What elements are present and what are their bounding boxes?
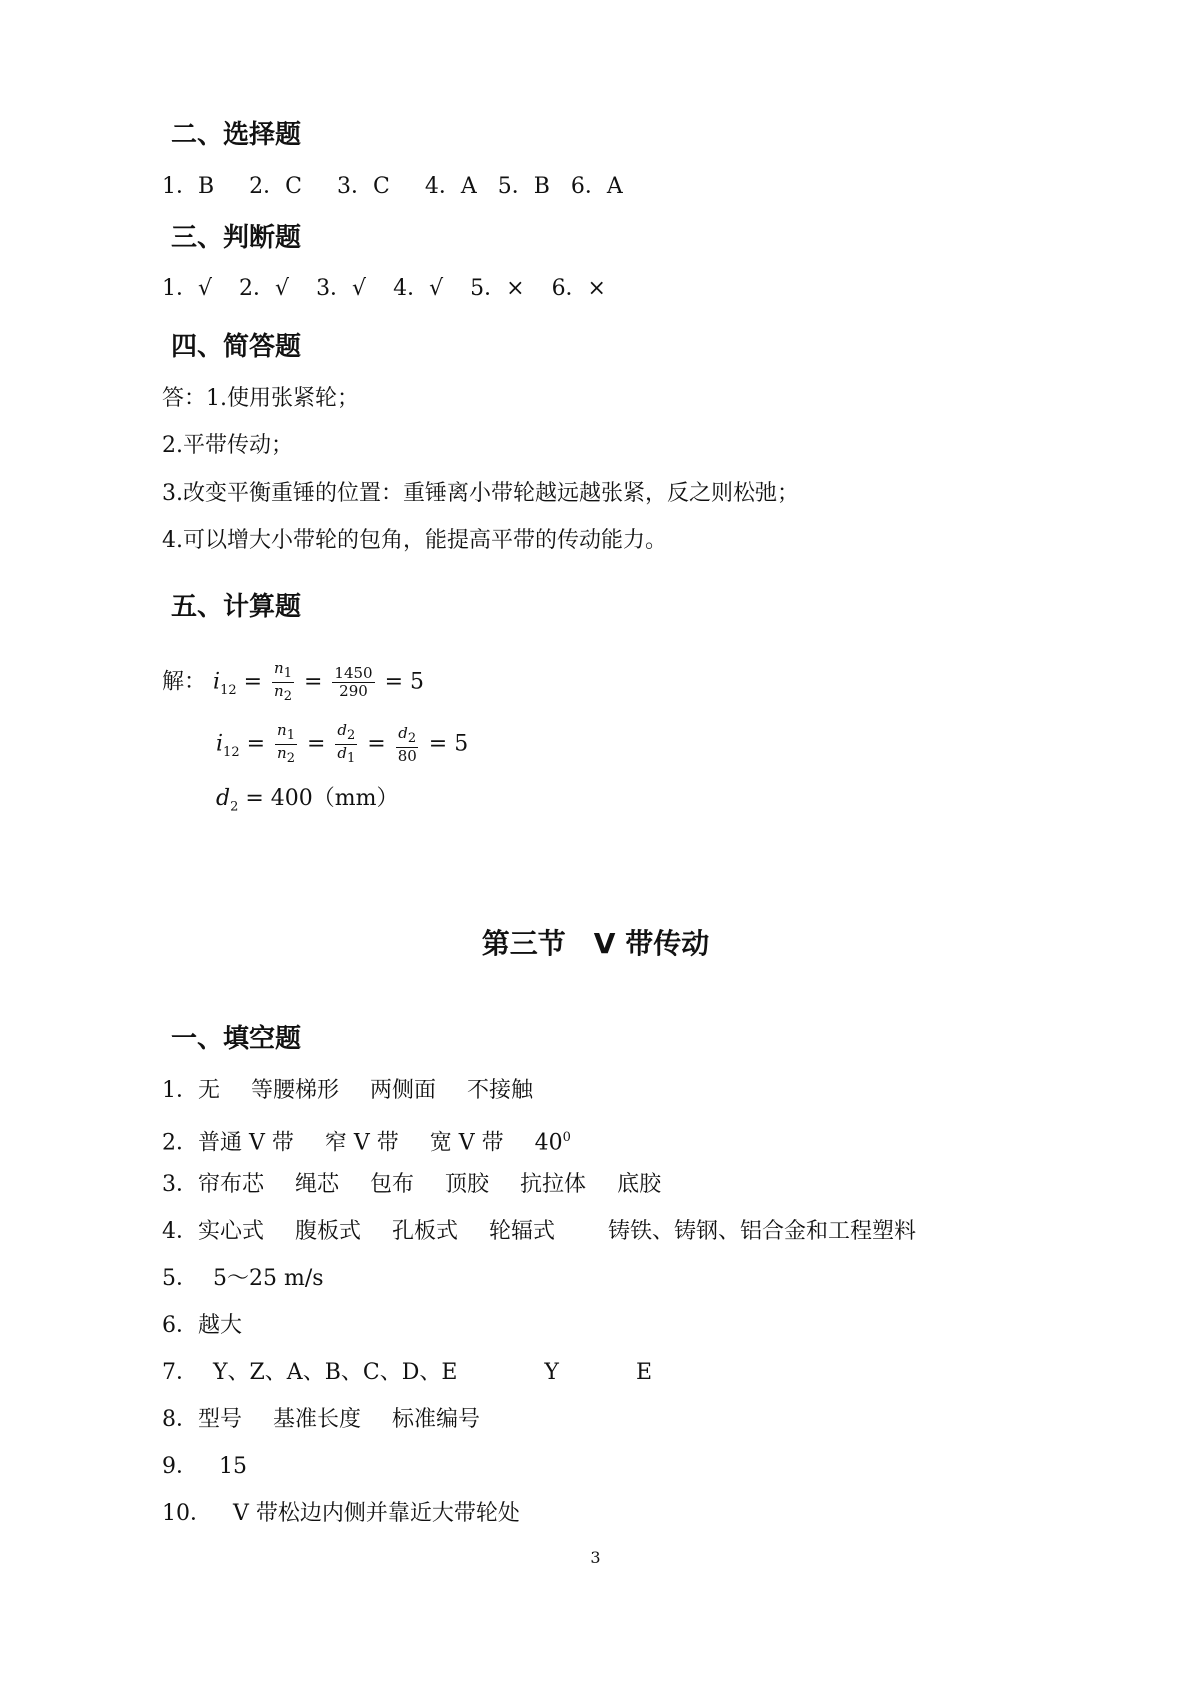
short-answer-line: 答：1.使用张紧轮； [162,386,359,411]
fill-item: 7． Y、Z、A、B、C、D、E Y E [162,1360,652,1385]
equation-3: $d_2 = 400(mm)$ [216,786,399,815]
judge-answers [162,274,606,304]
short-answer-line: 2.平带传动； [162,433,293,458]
judge-answer: 2．√ [239,276,290,301]
choice-answer: 5．B [497,174,550,199]
fraction: $\frac{1450}{290}$ [334,664,373,700]
choice-answer: 6．A [570,174,623,199]
judge-answer: 3．√ [316,276,367,301]
solution-prefix: 解： [162,669,207,695]
fill-item: 10． V 带松边内侧并靠近大带轮处 [162,1501,520,1526]
fill-item: 3．帘布芯 绳芯 包布 顶胶 抗拉体 底胶 [162,1172,662,1197]
choice-answers [162,172,623,202]
fill-item: 4．实心式 腹板式 孔板式 轮辐式 铸铁、铸钢、铝合金和工程塑料 [162,1219,917,1244]
heading-calc: 五、计算题 [171,592,302,622]
equation-1: 解： $i_{12}$ = $\frac{n_1}{n_2}$ = $\frac{1450}{290}$ = 5 [162,659,425,704]
page-number: 3 [590,1548,601,1567]
fraction: $\frac{n_1}{n_2}$ [277,721,295,766]
fraction: $\frac{d_2}{d_1}$ [337,721,356,766]
fill-item: 8．型号 基准长度 标准编号 [162,1407,481,1432]
choice-answer: 3．C [337,174,390,199]
fill-item: 9． 15 [162,1454,247,1479]
equation-2: $i_{12}$ = $\frac{n_1}{n_2}$ = $\frac{d_2}{d_1}$ = $\frac{d_2}{80}$ = 5 [216,721,469,766]
choice-answer: 2．C [249,174,303,199]
judge-answer: 1．√ [162,276,213,301]
fill-item: 2．普通 V 带 窄 V 带 宽 V 带 $40^0$ [162,1130,571,1156]
heading-fill: 一、填空题 [171,1024,302,1054]
judge-answer: 4．√ [393,276,444,301]
section-title: 第三节 V 带传动 [481,927,710,960]
fill-item: 5． 5～25 m/s [162,1266,324,1291]
fill-item: 1．无 等腰梯形 两侧面 不接触 [162,1078,534,1103]
heading-choice: 二、选择题 [171,120,302,150]
short-answer-line: 4.可以增大小带轮的包角，能提高平带的传动能力。 [162,528,667,553]
judge-answer: 5．× [470,276,525,301]
fraction: $\frac{n_1}{n_2}$ [274,659,292,704]
choice-answer: 4．A [424,174,477,199]
short-answer-line: 3.改变平衡重锤的位置：重锤离小带轮越远越张紧，反之则松弛； [162,481,799,506]
heading-short: 四、简答题 [171,332,302,362]
heading-judge: 三、判断题 [171,223,302,253]
fill-item: 6．越大 [162,1313,242,1338]
fraction: $\frac{d_2}{80}$ [397,723,417,765]
choice-answer: 1．B [162,174,215,199]
judge-answer: 6．× [551,276,606,301]
